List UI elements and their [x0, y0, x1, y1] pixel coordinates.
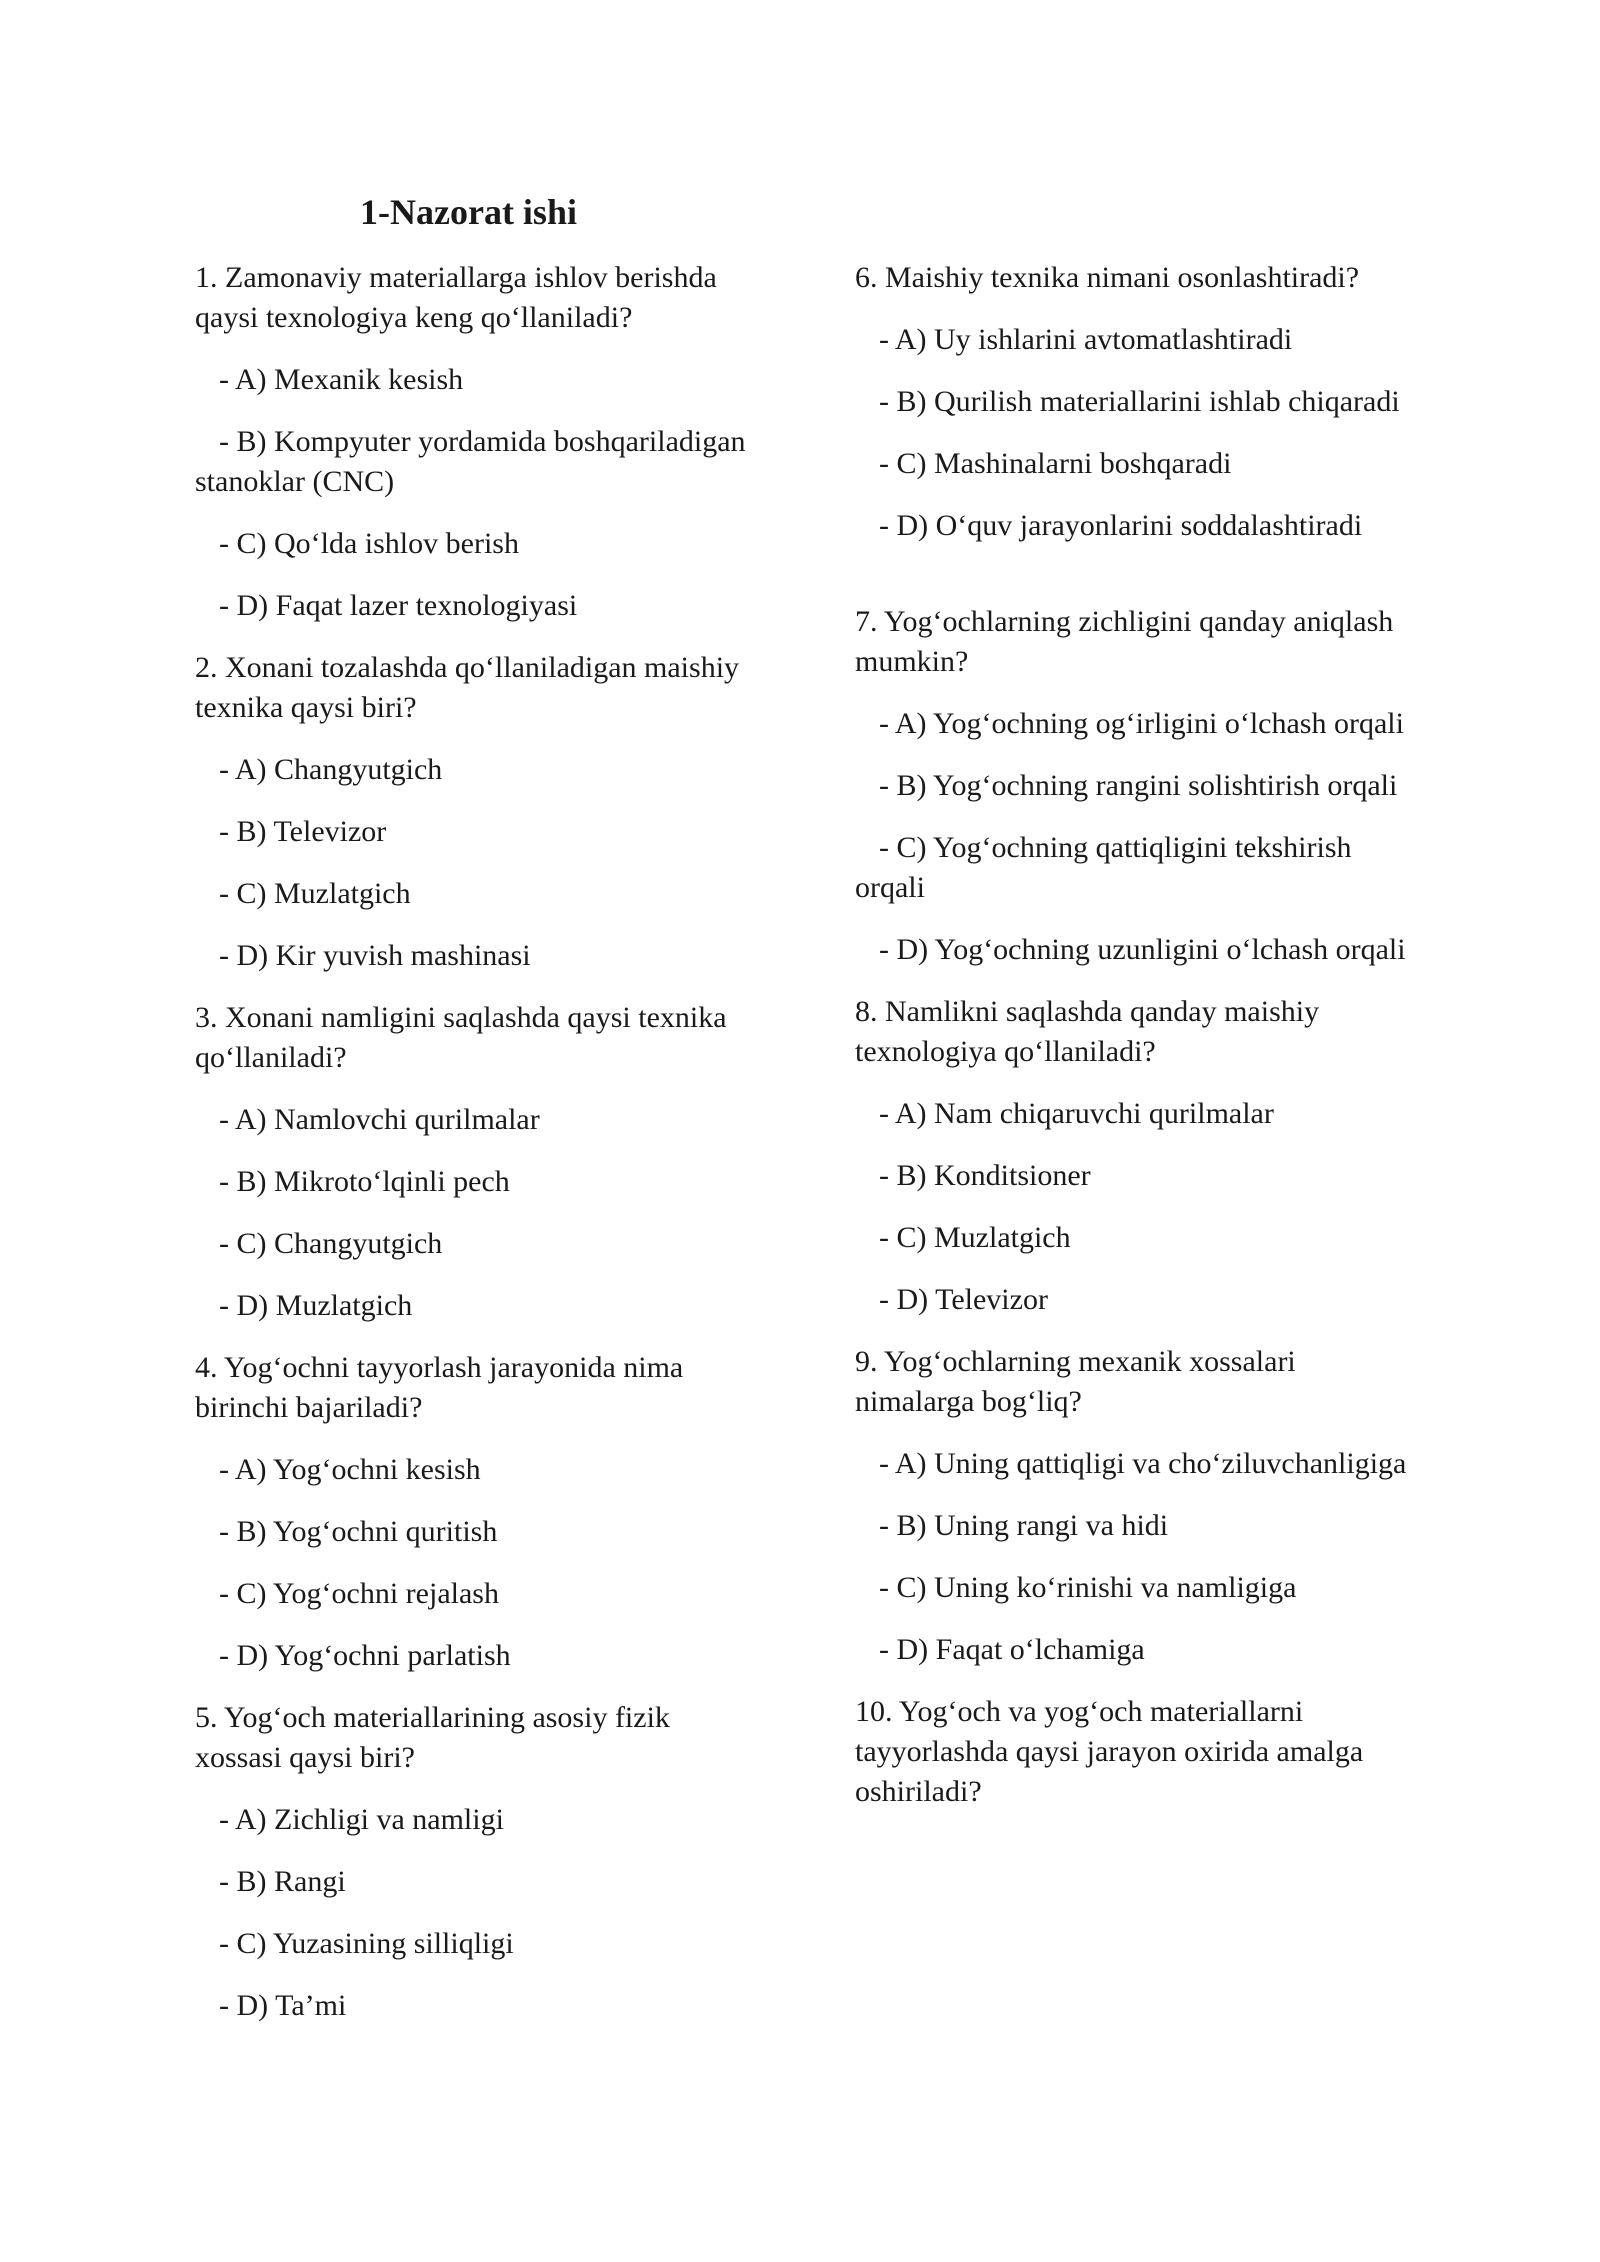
question-5 [195, 1698, 755, 2026]
question-text: 9. Yog‘ochlarning mexanik xossalari nimalarga bog‘liq? [855, 1345, 1296, 1418]
question-6 [855, 258, 1415, 546]
option-a: - A) Yog‘ochni kesish [219, 1453, 481, 1486]
question-9 [855, 1342, 1415, 1670]
option-a: - A) Yog‘ochning og‘irligini o‘lchash orqali [879, 707, 1404, 740]
option-b: - B) Kompyuter yordamida boshqariladigan stanoklar (CNC) [195, 425, 746, 498]
left-column [195, 258, 755, 2048]
question-text: 8. Namlikni saqlashda qanday maishiy texnologiya qo‘llaniladi? [855, 995, 1320, 1068]
option-d: - D) O‘quv jarayonlarini soddalashtiradi [879, 509, 1363, 542]
option-b: - B) Televizor [219, 815, 387, 848]
question-1 [195, 258, 755, 626]
option-c: - C) Muzlatgich [219, 877, 411, 910]
option-b: - B) Qurilish materiallarini ishlab chiqaradi [879, 385, 1400, 418]
question-3 [195, 998, 755, 1326]
question-10 [855, 1692, 1415, 1812]
option-d: - D) Faqat o‘lchamiga [879, 1633, 1145, 1666]
option-a: - A) Uning qattiqligi va cho‘ziluvchanligiga [879, 1447, 1407, 1480]
option-a: - A) Uy ishlarini avtomatlashtiradi [879, 323, 1293, 356]
option-c: - C) Yuzasining silliqligi [219, 1927, 514, 1960]
option-d: - D) Muzlatgich [219, 1289, 413, 1322]
question-text: 6. Maishiy texnika nimani osonlashtiradi? [855, 261, 1360, 294]
option-d: - D) Televizor [879, 1283, 1048, 1316]
question-2 [195, 648, 755, 976]
option-b: - B) Yog‘ochni quritish [219, 1515, 498, 1548]
option-a: - A) Changyutgich [219, 753, 443, 786]
option-c: - C) Mashinalarni boshqaradi [879, 447, 1232, 480]
option-c: - C) Changyutgich [219, 1227, 443, 1260]
question-8 [855, 992, 1415, 1320]
option-b: - B) Yog‘ochning rangini solishtirish orqali [879, 769, 1398, 802]
page-title: 1-Nazorat ishi [360, 192, 577, 232]
question-text: 7. Yog‘ochlarning zichligini qanday aniqlash mumkin? [855, 605, 1394, 678]
option-d: - D) Yog‘ochning uzunligini o‘lchash orqali [879, 933, 1406, 966]
option-c: - C) Muzlatgich [879, 1221, 1071, 1254]
question-4 [195, 1348, 755, 1676]
question-text: 3. Xonani namligini saqlashda qaysi texnika qo‘llaniladi? [195, 1001, 727, 1074]
option-c: - C) Yog‘ochni rejalash [219, 1577, 499, 1610]
option-b: - B) Uning rangi va hidi [879, 1509, 1169, 1542]
option-b: - B) Konditsioner [879, 1159, 1091, 1192]
option-c: - C) Qo‘lda ishlov berish [219, 527, 519, 560]
option-c: - C) Yog‘ochning qattiqligini tekshirish orqali [855, 831, 1352, 904]
question-text: 1. Zamonaviy materiallarga ishlov berishda qaysi texnologiya keng qo‘llaniladi? [195, 261, 717, 334]
option-a: - A) Mexanik kesish [219, 363, 464, 396]
question-7 [855, 602, 1415, 970]
option-b: - B) Rangi [219, 1865, 346, 1898]
question-text: 10. Yog‘och va yog‘och materiallarni tayyorlashda qaysi jarayon oxirida amalga oshiriladi? [855, 1695, 1364, 1808]
right-column [855, 258, 1415, 1834]
question-text: 4. Yog‘ochni tayyorlash jarayonida nima birinchi bajariladi? [195, 1351, 684, 1424]
option-d: - D) Ta’mi [219, 1989, 347, 2022]
option-d: - D) Kir yuvish mashinasi [219, 939, 531, 972]
option-d: - D) Faqat lazer texnologiyasi [219, 589, 578, 622]
option-a: - A) Namlovchi qurilmalar [219, 1103, 540, 1136]
question-text: 5. Yog‘och materiallarining asosiy fizik xossasi qaysi biri? [195, 1701, 670, 1774]
option-a: - A) Nam chiqaruvchi qurilmalar [879, 1097, 1274, 1130]
question-text: 2. Xonani tozalashda qo‘llaniladigan maishiy texnika qaysi biri? [195, 651, 740, 724]
option-c: - C) Uning ko‘rinishi va namligiga [879, 1571, 1297, 1604]
option-d: - D) Yog‘ochni parlatish [219, 1639, 511, 1672]
option-a: - A) Zichligi va namligi [219, 1803, 504, 1836]
option-b: - B) Mikroto‘lqinli pech [219, 1165, 510, 1198]
